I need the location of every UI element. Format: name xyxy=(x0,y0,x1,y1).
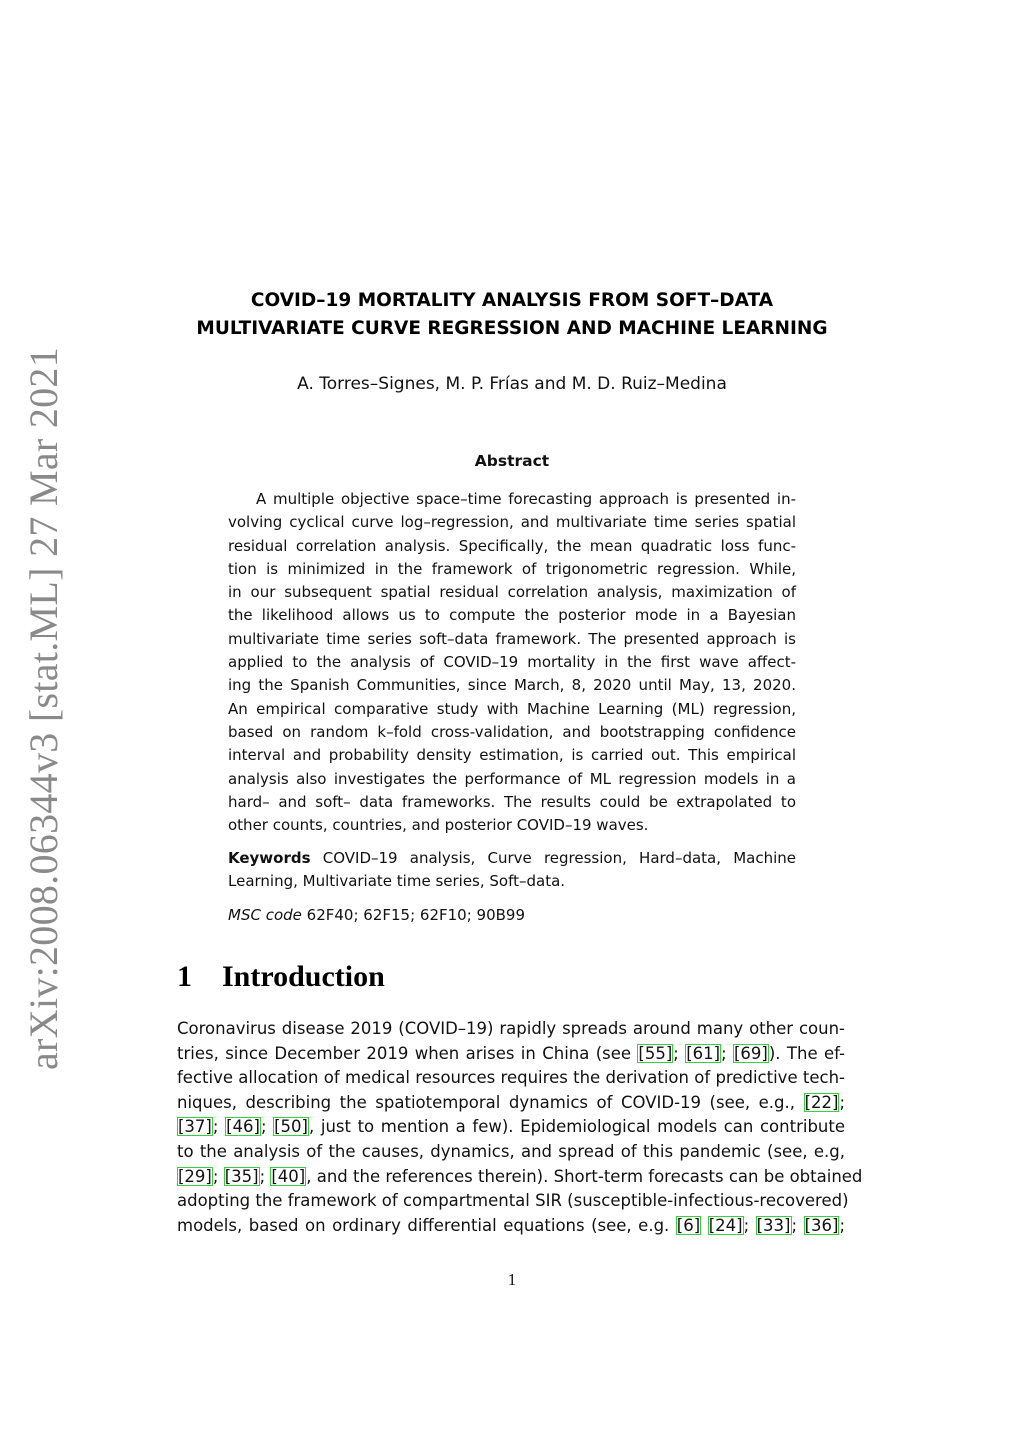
abstract-line: ing the Spanish Communities, since March, 8, 2020 until May, 13, 2020. xyxy=(228,676,796,695)
authors: A. Torres–Signes, M. P. Frías and M. D. Ruiz–Medina xyxy=(297,374,727,394)
paper-title xyxy=(0,287,1024,343)
citation-link[interactable]: [61] xyxy=(686,1043,721,1063)
abstract-line: the likelihood allows us to compute the posterior mode in a Bayesian xyxy=(228,606,796,625)
abstract-line: in our subsequent spatial residual correlation analysis, maximization of xyxy=(228,583,796,602)
abstract-line: volving cyclical curve log–regression, and multivariate time series spatial xyxy=(228,513,796,532)
citation-link[interactable]: [37] xyxy=(178,1117,212,1137)
abstract-line: interval and probability density estimation, is carried out. This empirical xyxy=(228,746,796,765)
msc-label: MSC code xyxy=(228,906,302,924)
abstract-line: An empirical comparative study with Machine Learning (ML) regression, xyxy=(228,699,796,718)
intro-line: to the analysis of the causes, dynamics, and spread of this pandemic (see, e.g, xyxy=(177,1141,845,1161)
citation-link[interactable]: [22] xyxy=(804,1092,839,1112)
section-title: Introduction xyxy=(222,960,385,993)
citation-link[interactable]: [36] xyxy=(804,1215,839,1235)
intro-line: [37]; [46]; [50], just to mention a few). Epidemiological models can contribute xyxy=(178,1117,845,1137)
abstract-line: residual correlation analysis. Specifically, the mean quadratic loss func- xyxy=(228,536,796,555)
citation-link[interactable]: [29] xyxy=(178,1166,212,1186)
msc-codes xyxy=(228,904,796,927)
abstract-line: hard– and soft– data frameworks. The results could be extrapolated to xyxy=(228,792,796,811)
keywords xyxy=(228,847,796,894)
keywords-line-2: Learning, Multivariate time series, Soft–data. xyxy=(228,872,566,891)
abstract-body xyxy=(228,488,796,837)
citation-link[interactable]: [50] xyxy=(274,1117,308,1137)
citation-link[interactable]: [6] xyxy=(676,1215,701,1235)
citation-link[interactable]: [55] xyxy=(638,1043,673,1063)
abstract-line: applied to the analysis of COVID–19 mortality in the first wave affect- xyxy=(228,653,796,672)
abstract-heading: Abstract xyxy=(474,452,550,470)
citation-link[interactable]: [40] xyxy=(271,1166,306,1186)
abstract-line: multivariate time series soft–data framework. The presented approach is xyxy=(228,629,796,648)
intro-line: fective allocation of medical resources requires the derivation of predictive tech- xyxy=(177,1068,845,1088)
page-number: 1 xyxy=(507,1270,517,1289)
abstract-line: analysis also investigates the performance of ML regression models in a xyxy=(228,769,796,788)
title-line-1: COVID–19 MORTALITY ANALYSIS FROM SOFT–DATA xyxy=(250,290,774,311)
keywords-line-1: COVID–19 analysis, Curve regression, Hard–data, Machine xyxy=(322,849,796,867)
keywords-label: Keywords xyxy=(228,849,311,867)
section-number: 1 xyxy=(177,960,192,993)
intro-line: tries, since December 2019 when arises in China (see [55]; [61]; [69]). The ef- xyxy=(177,1043,845,1063)
citation-link[interactable]: [46] xyxy=(226,1117,260,1137)
intro-line: Coronavirus disease 2019 (COVID–19) rapidly spreads around many other coun- xyxy=(177,1019,845,1038)
section-heading xyxy=(177,960,385,994)
citation-link[interactable]: [35] xyxy=(224,1166,259,1186)
intro-line: models, based on ordinary differential equations (see, e.g. [6] [24]; [33]; [36]; xyxy=(177,1215,845,1235)
abstract-line: tion is minimized in the framework of trigonometric regression. While, xyxy=(228,559,796,578)
intro-body xyxy=(177,1017,863,1238)
title-line-2: MULTIVARIATE CURVE REGRESSION AND MACHINE LEARNING xyxy=(196,318,828,339)
intro-line: adopting the framework of compartmental SIR (susceptible-infectious-recovered) xyxy=(177,1191,849,1211)
citation-link[interactable]: [33] xyxy=(756,1215,791,1235)
intro-line: niques, describing the spatiotemporal dynamics of COVID-19 (see, e.g., [22]; xyxy=(177,1092,845,1112)
citation-link[interactable]: [69] xyxy=(734,1043,768,1063)
arxiv-stamp: arXiv:2008.06344v3 [stat.ML] 27 Mar 2021 xyxy=(21,346,66,1070)
abstract-line: A multiple objective space–time forecasting approach is presented in- xyxy=(256,490,796,508)
intro-line: [29]; [35]; [40], and the references therein). Short-term forecasts can be obtained xyxy=(178,1166,863,1186)
abstract-line: based on random k–fold cross-validation, and bootstrapping confidence xyxy=(228,722,796,741)
msc-value: 62F40; 62F15; 62F10; 90B99 xyxy=(306,906,526,924)
citation-link[interactable]: [24] xyxy=(708,1215,743,1235)
abstract-line: other counts, countries, and posterior COVID–19 waves. xyxy=(228,816,649,835)
